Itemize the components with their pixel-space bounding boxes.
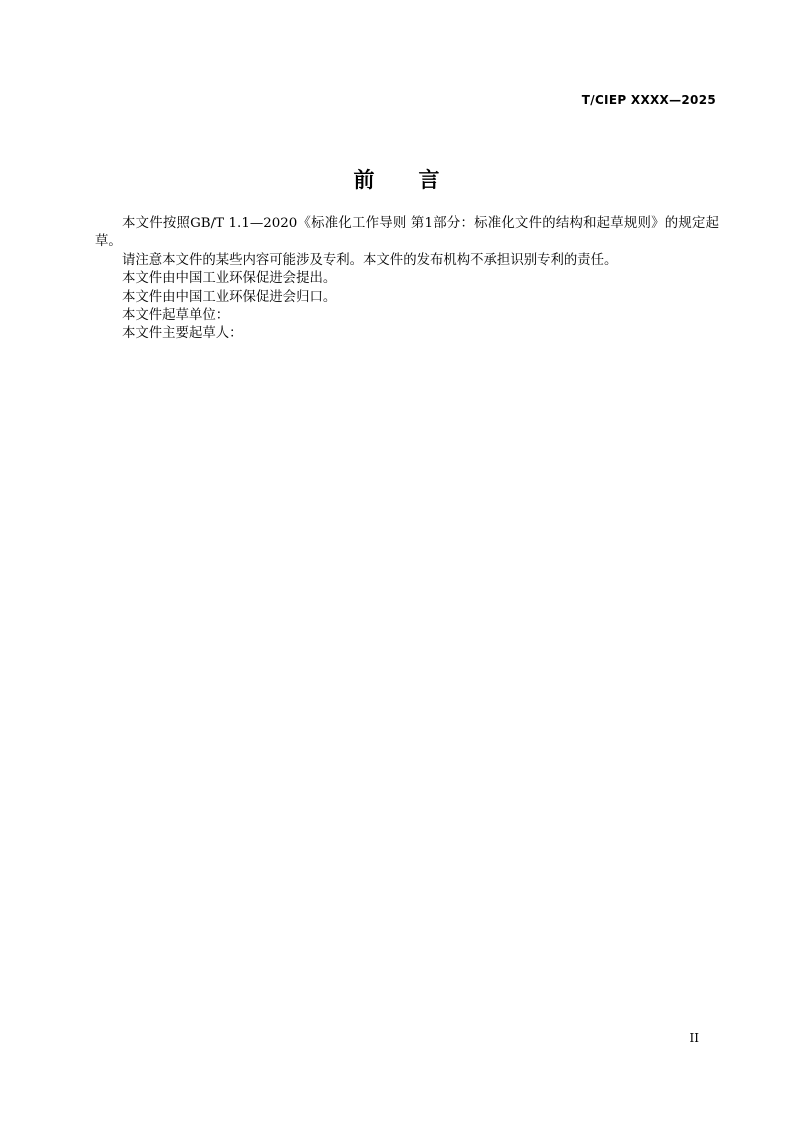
section-title: 前言 xyxy=(353,168,484,192)
paragraph-drafting-rules: 本文件按照GB/T 1.1—2020《标准化工作导则 第1部分：标准化文件的结构和起草规则》的规定起草。 xyxy=(95,216,719,250)
paragraph-centralized-by: 本文件由中国工业环保促进会归口。 xyxy=(122,289,337,305)
paragraph-main-drafters: 本文件主要起草人： xyxy=(122,326,243,342)
page-number: II xyxy=(689,1031,699,1045)
paragraph-patent-notice: 请注意本文件的某些内容可能涉及专利。本文件的发布机构不承担识别专利的责任。 xyxy=(122,252,618,268)
paragraph-drafting-units: 本文件起草单位： xyxy=(122,308,230,324)
paragraph-proposed-by: 本文件由中国工业环保促进会提出。 xyxy=(122,271,337,287)
document-code: T/CIEP XXXX—2025 xyxy=(581,93,716,107)
foreword-body xyxy=(95,215,719,344)
